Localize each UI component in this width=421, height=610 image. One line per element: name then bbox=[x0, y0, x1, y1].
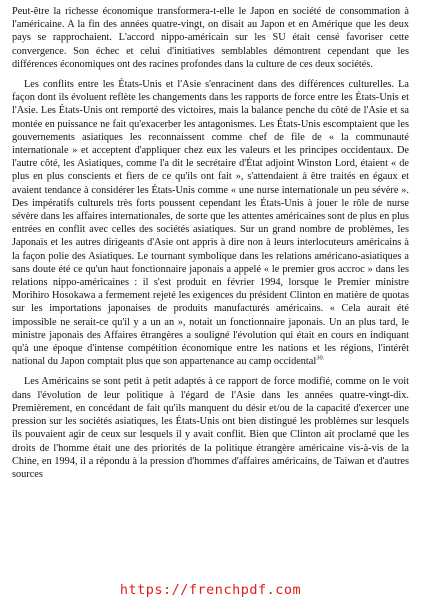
paragraph-2 bbox=[12, 78, 409, 368]
footnote-marker: 30. bbox=[316, 354, 325, 362]
paragraph-1-text: Peut-être la richesse économique transformera-t-elle le Japon en société de consommation à l'américaine. A la fin des années quatre-vingt, on disait au Japon et en Amérique que les deux pays se rapprochaient. L'accord nippo-américain sur les SU était censé favoriser cette convergence. Son échec et celui d'initiatives semblables démontrent cependant que les différences économiques ont des racines profondes dans la culture de ces deux sociétés. bbox=[12, 6, 409, 70]
paragraph-2-text: Les conflits entre les États-Unis et l'Asie s'enracinent dans des différences culturelles. La façon dont ils évoluent reflète les changements dans les rapports de force entre les États-Unis et l'Asie. Les États-Unis ont remporté des victoires, mais la balance penche du côté de l'Asie et sa montée en puissance ne fait qu'exacerber les antagonismes. Les États-Unis escomptaient que les gouvernements asiatiques les reconnaissent comme chef de file de « la communauté internationale » et acceptent d'appliquer chez eux les valeurs et les principes occidentaux. De l'autre côté, les Asiatiques, comme l'a dit le secrétaire d'État adjoint Winston Lord, étaient « de plus en plus conscients et fiers de ce qu'ils ont fait », s'attendaient à être traités en égaux et avaient tendance à considérer les États-Unis comme « une nurse internationale un peu sévère ». Des impératifs culturels très forts poussent cependant les États-Unis à jouer le rôle de nurse sévère dans les affaires internationales, de sorte que les attentes américaines sont de plus en plus entrées en conflit avec celles des sociétés asiatiques. Sur un grand nombre de problèmes, les Japonais et les autres dirigeants d'Asie ont appris à dire non à leurs interlocuteurs américains à la façon polie des Asiatiques. Le tournant symbolique dans les relations américano-asiatiques a sans doute été ce qu'un haut fonctionnaire japonais a appelé « le premier gros accroc » dans les relations nippo-américaines : il s'est produit en février 1994, lorsque le Premier ministre Morihiro Hosokawa a fermement rejeté les exigences du président Clinton en matière de quotas sur les importations japonaises de produits manufacturés américains. « Cela aurait été impossible ne serait-ce qu'il y a un an », notait un fonctionnaire japonais. Un an plus tard, le ministre japonais des Affaires étrangères a souligné l'évolution qui était en cours en indiquant qu'à une époque d'intense compétition économique entre les nations et les régions, l'intérêt national du Japon comptait plus que son appartenance au camp occidental bbox=[12, 79, 409, 368]
watermark-link[interactable]: https://frenchpdf.com bbox=[119, 582, 302, 598]
paragraph-1 bbox=[12, 5, 409, 71]
paragraph-3 bbox=[12, 375, 409, 481]
paragraph-3-text: Les Américains se sont petit à petit adaptés à ce rapport de force modifié, comme on le voit dans l'évolution de leur politique à l'égard de l'Asie dans les années quatre-vingt-dix. Premièrement, en concédant de fait qu'ils manquent du désir et/ou de la capacité d'exercer une pression sur les sociétés asiatiques, les États-Unis ont bien distingué les problèmes sur lesquels ils pouvaient agir de ceux sur lesquels il y avait conflit. Bien que Clinton ait proclamé que les droits de l'homme était une des priorités de la politique étrangère américaine vis-à-vis de la Chine, en 1994, il a répondu à la pression d'hommes d'affaires américains, de Taiwan et d'autres sources bbox=[12, 376, 409, 480]
document-body bbox=[12, 5, 409, 481]
